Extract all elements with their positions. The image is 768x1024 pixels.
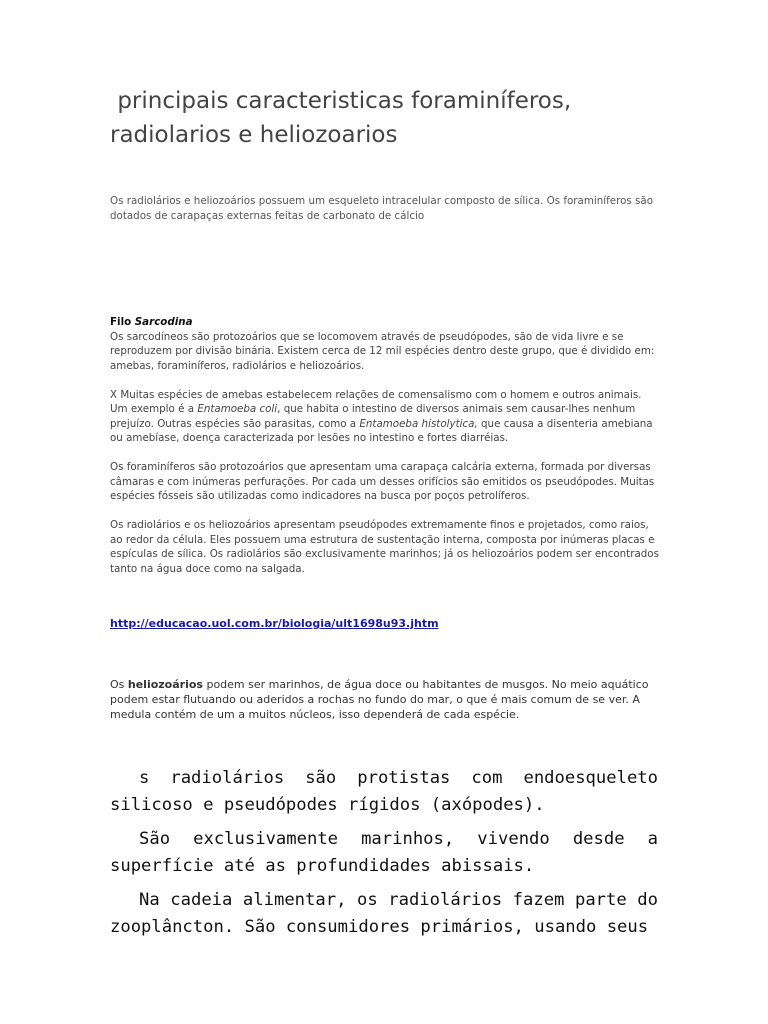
helio-bold-term: heliozoários <box>127 678 203 691</box>
radiolarios-paragraph-2: São exclusivamente marinhos, vivendo desde a superfície até as profundidades abissais. <box>110 829 658 876</box>
intro-paragraph: Os radiolários e heliozoários possuem um esqueleto intracelular composto de sílica. Os foraminíferos são dotados de carapaças externas feitas de carbonato de cálcio <box>110 195 653 222</box>
helio-rest: podem ser marinhos, de água doce ou habitantes de musgos. No meio aquático podem estar flutuando ou aderidos a rochas no fundo do mar, o que é mais comum de se ver. A medula contém de um a muitos núcleos, isso dependerá de cada espécie. <box>110 678 649 721</box>
filo-sarcodina-section <box>110 315 660 591</box>
filo-heading-prefix: Filo <box>110 316 135 328</box>
radiolarios-section <box>110 765 658 948</box>
filo-p2-species-coli: Entamoeba coli <box>197 403 278 415</box>
filo-p2-species-histolytica: Entamoeba histolytica, <box>359 417 478 430</box>
radiolarios-paragraph-1: s radiolários são protistas com endoesqueleto silicoso e pseudópodes rígidos (axópodes). <box>110 768 658 815</box>
filo-p2-text-c: , que habita o intestino de diversos animais sem causar-lhes nenhum prejuízo. Outras espécies são parasitas, como a <box>110 403 636 430</box>
heliozoarios-paragraph <box>110 677 655 722</box>
title-text: principais caracteristicas foraminíferos, radiolarios e heliozoarios <box>110 88 572 148</box>
helio-prefix: Os <box>110 678 128 691</box>
radiolarios-paragraph-3: Na cadeia alimentar, os radiolários fazem parte do zooplâncton. São consumidores primários, usando seus <box>110 890 658 937</box>
filo-p2-text-a: X Muitas espécies de amebas estabelecem relações de comensalismo com o homem e outros animais. Um exemplo é a <box>110 388 642 415</box>
filo-heading-name: Sarcodina <box>134 316 193 328</box>
filo-heading <box>110 315 660 330</box>
page-title <box>110 84 670 152</box>
filo-paragraph-3: Os foraminíferos são protozoários que apresentam uma carapaça calcária externa, formada por diversas câmaras e com inúmeras perfurações. Por cada um desses orifícios são emitidos os pseudópodes. Muitas espécies fósseis são utilizadas como indicadores na busca por poços petrolíferos. <box>110 461 655 502</box>
filo-p2-text-e: que causa a disenteria amebiana ou amebíase, doença caracterizada por lesões no intestino e fortes diarréias. <box>110 417 653 444</box>
filo-paragraph-2 <box>110 388 660 446</box>
source-link[interactable]: http://educacao.uol.com.br/biologia/ult1698u93.jhtm <box>110 617 439 630</box>
filo-paragraph-4: Os radiolários e os heliozoários apresentam pseudópodes extremamente finos e projetados, como raios, ao redor da célula. Eles possuem uma estrutura de sustentação interna, composta por inúmeras placas e espículas de sílica. Os radiolários são exclusivamente marinhos; já os heliozoários podem ser encontrados tanto na água doce como na salgada. <box>110 519 659 575</box>
filo-paragraph-1: Os sarcodíneos são protozoários que se locomovem através de pseudópodes, são de vida livre e se reproduzem por divisão binária. Existem cerca de 12 mil espécies dentro deste grupo, que é dividido em: amebas, foraminíferos, radiolários e heliozoários. <box>110 330 655 372</box>
